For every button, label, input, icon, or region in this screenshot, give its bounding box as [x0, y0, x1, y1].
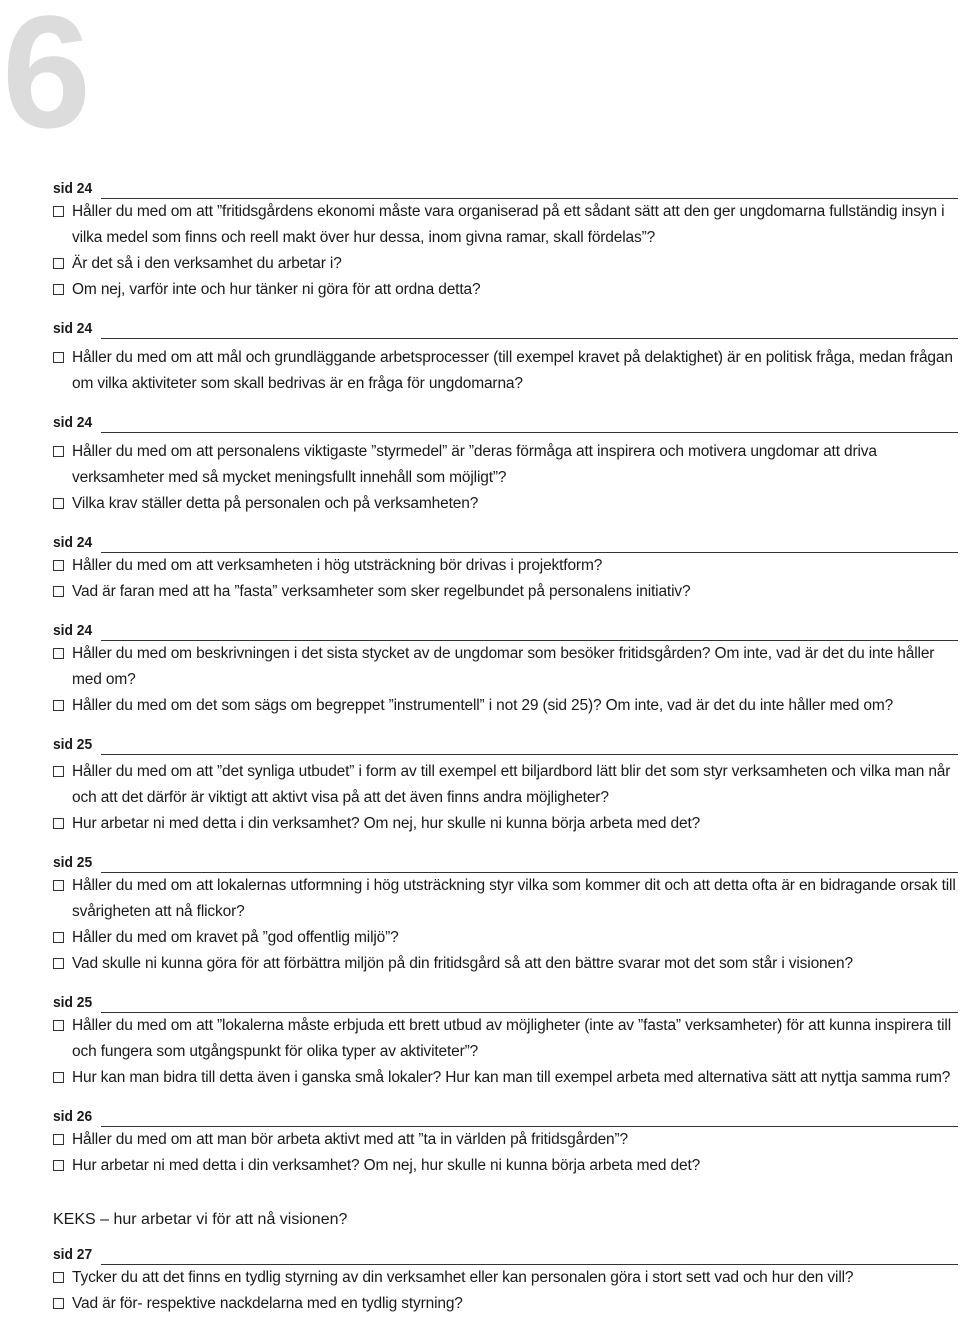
- question-text: Hur kan man bidra till detta även i ganska små lokaler? Hur kan man till exempel arbeta med alternativa sätt att nyttja samma rum?: [72, 1069, 951, 1086]
- checkbox-icon[interactable]: [53, 880, 64, 891]
- checkbox-icon[interactable]: [53, 1134, 64, 1145]
- section-label: sid 24: [53, 534, 93, 551]
- section-header: [53, 1241, 958, 1265]
- section-divider: [101, 754, 958, 755]
- question-item[interactable]: [53, 951, 958, 977]
- checkbox-icon[interactable]: [53, 206, 64, 217]
- question-item[interactable]: [53, 199, 958, 251]
- section-label: sid 24: [53, 414, 93, 431]
- question-item[interactable]: [53, 1013, 958, 1065]
- checkbox-icon[interactable]: [53, 700, 64, 711]
- question-text: Tycker du att det finns en tydlig styrning av din verksamhet eller kan personalen göra i stort sett vad och hur den vill?: [72, 1269, 854, 1286]
- question-text: Håller du med om att personalens viktigaste ”styrmedel” är ”deras förmåga att inspirera och motivera ungdomar att driva verksamheter med så mycket meningsfullt innehåll som möjligt”?: [72, 443, 877, 486]
- question-item[interactable]: [53, 251, 958, 277]
- question-text: Håller du med om att lokalernas utformning i hög utsträckning styr vilka som kommer dit och att detta ofta är en bidragande orsak till svårigheten att nå flickor?: [72, 877, 956, 920]
- question-text: Håller du med om att mål och grundläggande arbetsprocesser (till exempel kravet på delaktighet) är en politisk fråga, medan frågan om vilka aktiviteter som skall bedrivas är en fråga för ungdomarna?: [72, 349, 953, 392]
- question-text: Håller du med om att verksamheten i hög utsträckning bör drivas i projektform?: [72, 557, 603, 574]
- question-item[interactable]: [53, 1153, 958, 1179]
- checkbox-icon[interactable]: [53, 1020, 64, 1031]
- keks-heading: KEKS – hur arbetar vi för att nå visionen?: [53, 1211, 348, 1228]
- question-text: Är det så i den verksamhet du arbetar i?: [72, 255, 342, 272]
- question-text: Håller du med om att man bör arbeta aktivt med att ”ta in världen på fritidsgården”?: [72, 1131, 629, 1148]
- question-text: Hur arbetar ni med detta i din verksamhet? Om nej, hur skulle ni kunna börja arbeta med det?: [72, 815, 701, 832]
- question-item[interactable]: [53, 1065, 958, 1091]
- section-label: sid 25: [53, 994, 93, 1011]
- checkbox-icon[interactable]: [53, 1072, 64, 1083]
- section-header: [53, 1103, 958, 1127]
- checkbox-icon[interactable]: [53, 1160, 64, 1171]
- question-item[interactable]: [53, 491, 958, 517]
- question-item[interactable]: [53, 759, 958, 811]
- question-item[interactable]: [53, 439, 958, 491]
- checkbox-icon[interactable]: [53, 1272, 64, 1283]
- question-item[interactable]: [53, 693, 958, 719]
- page-number: 6: [2, 0, 87, 161]
- section-header: [53, 849, 958, 873]
- question-item[interactable]: [53, 1127, 958, 1153]
- question-text: Håller du med om beskrivningen i det sista stycket av de ungdomar som besöker fritidsgården? Om inte, vad är det du inte håller med om?: [72, 645, 935, 688]
- question-text: Håller du med om kravet på ”god offentlig miljö”?: [72, 929, 399, 946]
- question-item[interactable]: [53, 277, 958, 303]
- section-label: sid 25: [53, 854, 93, 871]
- section-divider: [101, 338, 958, 339]
- question-text: Håller du med om det som sägs om begreppet ”instrumentell” i not 29 (sid 25)? Om inte, vad är det du inte håller med om?: [72, 697, 894, 714]
- question-text: Håller du med om att ”det synliga utbudet” i form av till exempel ett biljardbord lätt blir det som styr verksamheten och vilka man når och att det därför är viktigt att aktivt visa på att det även finns andra möjligheter?: [72, 763, 951, 806]
- question-text: Vad är faran med att ha ”fasta” verksamheter som sker regelbundet på personalens initiativ?: [72, 583, 691, 600]
- section-label: sid 24: [53, 320, 93, 337]
- section-label: sid 27: [53, 1246, 93, 1263]
- question-item[interactable]: [53, 925, 958, 951]
- question-text: Vad är för- respektive nackdelarna med en tydlig styrning?: [72, 1295, 463, 1312]
- checkbox-icon[interactable]: [53, 818, 64, 829]
- checkbox-icon[interactable]: [53, 958, 64, 969]
- question-item[interactable]: [53, 345, 958, 397]
- question-text: Hur arbetar ni med detta i din verksamhet? Om nej, hur skulle ni kunna börja arbeta med det?: [72, 1157, 701, 1174]
- question-text: Vad skulle ni kunna göra för att förbättra miljön på din fritidsgård så att den bättre svarar mot det som står i visionen?: [72, 955, 853, 972]
- question-text: Håller du med om att ”lokalerna måste erbjuda ett brett utbud av möjligheter (inte av ”fasta” verksamheter) för att kunna inspirera till och fungera som utgångspunkt för olika typer av aktiviteter”?: [72, 1017, 952, 1060]
- section-label: sid 24: [53, 180, 93, 197]
- section-header: [53, 315, 958, 339]
- section-header: [53, 529, 958, 553]
- checkbox-icon[interactable]: [53, 560, 64, 571]
- checkbox-icon[interactable]: [53, 648, 64, 659]
- section-divider: [101, 432, 958, 433]
- question-item[interactable]: [53, 1265, 958, 1291]
- checkbox-icon[interactable]: [53, 498, 64, 509]
- section-header: [53, 989, 958, 1013]
- section-header: [53, 617, 958, 641]
- question-text: Håller du med om att ”fritidsgårdens ekonomi måste vara organiserad på ett sådant sätt att den ger ungdomarna fullständig insyn i vilka medel som finns och reell makt över hur dessa, inom givna ramar, skall fördelas”?: [72, 203, 945, 246]
- question-text: Om nej, varför inte och hur tänker ni göra för att ordna detta?: [72, 281, 481, 298]
- checkbox-icon[interactable]: [53, 766, 64, 777]
- section-label: sid 24: [53, 622, 93, 639]
- checkbox-icon[interactable]: [53, 446, 64, 457]
- checkbox-icon[interactable]: [53, 258, 64, 269]
- checkbox-icon[interactable]: [53, 352, 64, 363]
- question-item[interactable]: [53, 641, 958, 693]
- question-list: [53, 175, 958, 1317]
- section-label: sid 25: [53, 736, 93, 753]
- question-item[interactable]: [53, 579, 958, 605]
- section-label: sid 26: [53, 1108, 93, 1125]
- checkbox-icon[interactable]: [53, 932, 64, 943]
- question-item[interactable]: [53, 873, 958, 925]
- checkbox-icon[interactable]: [53, 284, 64, 295]
- checkbox-icon[interactable]: [53, 1298, 64, 1309]
- checkbox-icon[interactable]: [53, 586, 64, 597]
- section-header: [53, 409, 958, 433]
- question-item[interactable]: [53, 1291, 958, 1317]
- section-header: [53, 731, 958, 755]
- section-header: [53, 175, 958, 199]
- question-text: Vilka krav ställer detta på personalen och på verksamheten?: [72, 495, 479, 512]
- question-item[interactable]: [53, 553, 958, 579]
- question-item[interactable]: [53, 811, 958, 837]
